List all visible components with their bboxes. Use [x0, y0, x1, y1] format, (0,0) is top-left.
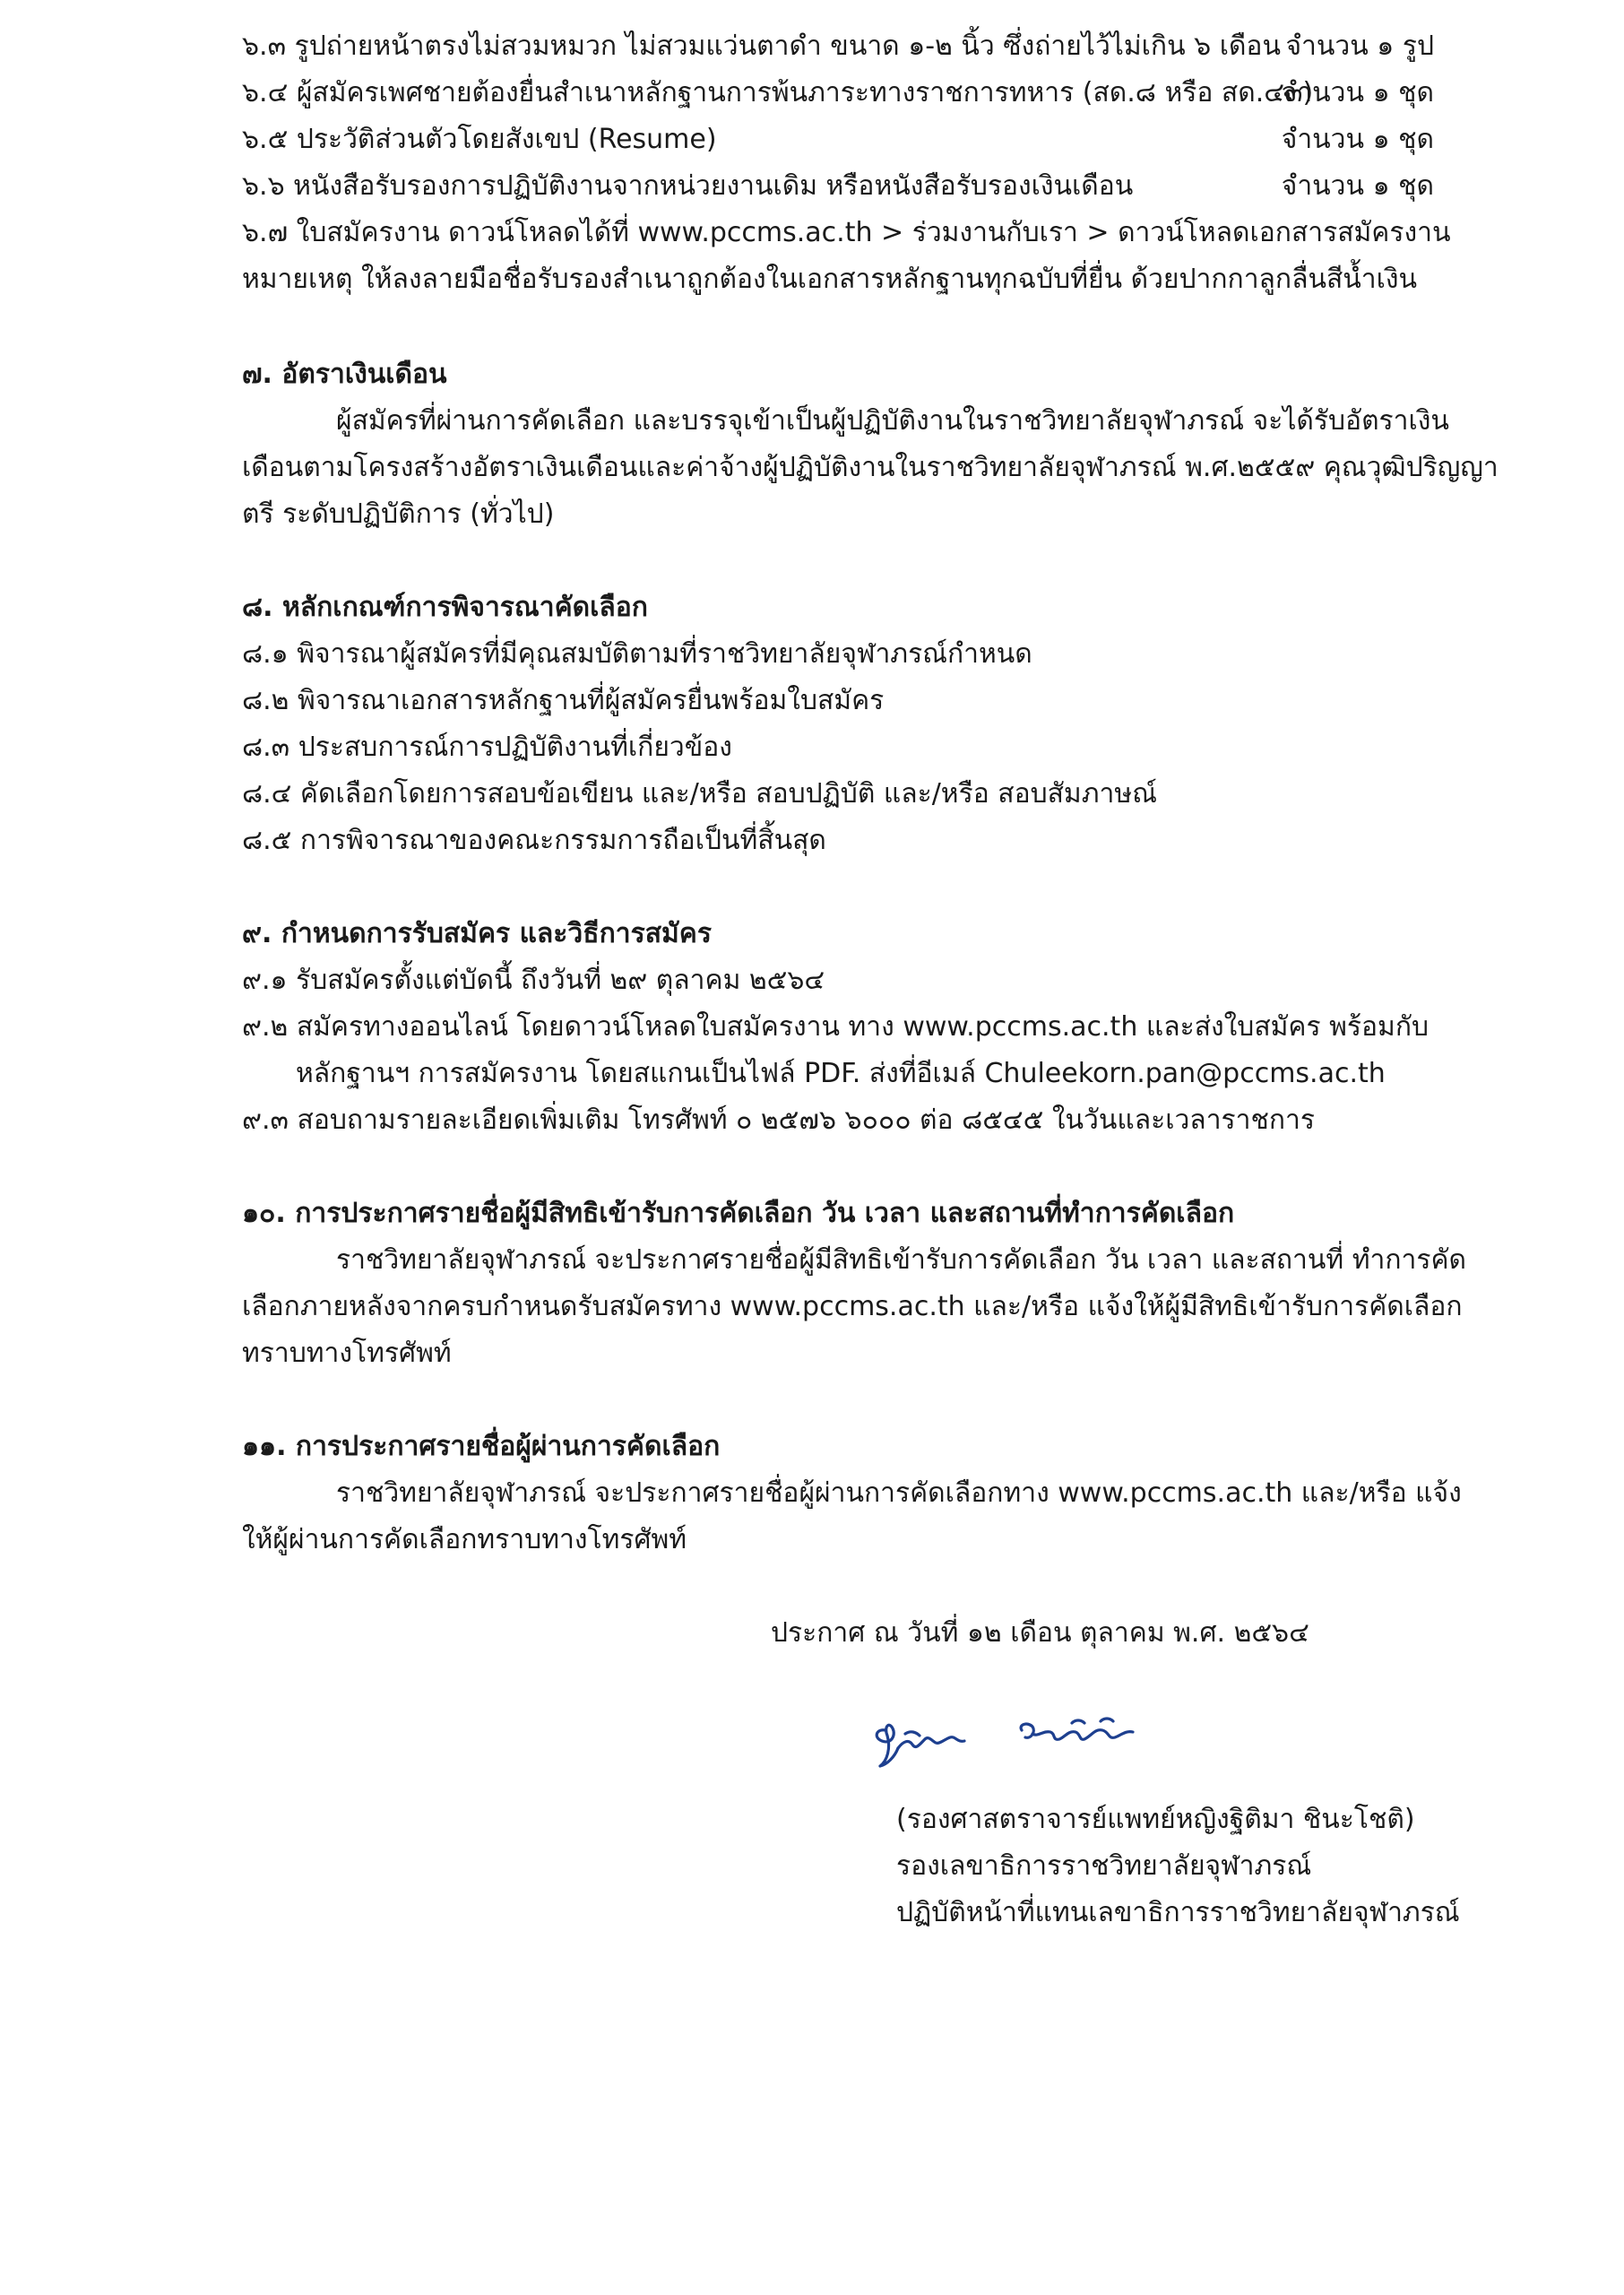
handwritten-signature	[860, 1694, 1165, 1775]
section7-heading: ๗. อัตราเงินเดือน	[242, 359, 447, 390]
section9-item-2-line-1: ๙.๒ สมัครทางออนไลน์ โดยดาวน์โหลดใบสมัครงาน ทาง www.pccms.ac.th และส่งใบสมัคร พร้อมกับ	[242, 1011, 1430, 1043]
signatory-title-2: ปฏิบัติหน้าที่แทนเลขาธิการราชวิทยาลัยจุฬาภรณ์	[896, 1897, 1460, 1928]
section8-item-1: ๘.๑ พิจารณาผู้สมัครที่มีคุณสมบัติตามที่ราชวิทยาลัยจุฬาภรณ์กำหนด	[242, 638, 1032, 670]
announcement-date: ประกาศ ณ วันที่ ๑๒ เดือน ตุลาคม พ.ศ. ๒๕๖๔	[771, 1617, 1309, 1649]
signatory-title-1: รองเลขาธิการราชวิทยาลัยจุฬาภรณ์	[896, 1850, 1312, 1882]
section6-item-6-text: ๖.๖ หนังสือรับรองการปฏิบัติงานจากหน่วยงานเดิม หรือหนังสือรับรองเงินเดือน	[242, 170, 1134, 202]
section7-line-2: เดือนตามโครงสร้างอัตราเงินเดือนและค่าจ้างผู้ปฏิบัติงานในราชวิทยาลัยจุฬาภรณ์ พ.ศ.๒๕๕๙ คุณวุฒิปริญญา	[242, 452, 1499, 483]
section9-item-3: ๙.๓ สอบถามรายละเอียดเพิ่มเติม โทรศัพท์ ๐ ๒๕๗๖ ๖๐๐๐ ต่อ ๘๕๔๕ ในวันและเวลาราชการ	[242, 1104, 1315, 1136]
signatory-name: (รองศาสตราจารย์แพทย์หญิงฐิติมา ชินะโชติ)	[896, 1804, 1415, 1835]
section6-item-3-qty: จำนวน ๑ รูป	[1285, 30, 1434, 62]
section6-item-6-qty: จำนวน ๑ ชุด	[1281, 170, 1434, 202]
section9-heading: ๙. กำหนดการรับสมัคร และวิธีการสมัคร	[242, 918, 712, 949]
section6-item-5-text: ๖.๕ ประวัติส่วนตัวโดยสังเขป (Resume)	[242, 124, 717, 155]
section10-heading: ๑๐. การประกาศรายชื่อผู้มีสิทธิเข้ารับการคัดเลือก วัน เวลา และสถานที่ทำการคัดเลือก	[242, 1198, 1235, 1229]
section9-item-1: ๙.๑ รับสมัครตั้งแต่บัดนี้ ถึงวันที่ ๒๙ ตุลาคม ๒๕๖๔	[242, 965, 825, 996]
section7-line-1: ผู้สมัครที่ผ่านการคัดเลือก และบรรจุเข้าเป็นผู้ปฏิบัติงานในราชวิทยาลัยจุฬาภรณ์ จะได้รับอัตราเงิน	[336, 405, 1449, 437]
section8-item-3: ๘.๓ ประสบการณ์การปฏิบัติงานที่เกี่ยวข้อง	[242, 732, 732, 763]
section8-item-4: ๘.๔ คัดเลือกโดยการสอบข้อเขียน และ/หรือ สอบปฏิบัติ และ/หรือ สอบสัมภาษณ์	[242, 778, 1157, 810]
section11-heading: ๑๑. การประกาศรายชื่อผู้ผ่านการคัดเลือก	[242, 1431, 721, 1462]
section10-line-2: เลือกภายหลังจากครบกำหนดรับสมัครทาง www.pccms.ac.th และ/หรือ แจ้งให้ผู้มีสิทธิเข้ารับการคัดเลือก	[242, 1291, 1463, 1322]
section6-item-4-qty: จำนวน ๑ ชุด	[1281, 77, 1434, 108]
section8-item-5: ๘.๕ การพิจารณาของคณะกรรมการถือเป็นที่สิ้นสุด	[242, 825, 826, 856]
section11-line-2: ให้ผู้ผ่านการคัดเลือกทราบทางโทรศัพท์	[242, 1524, 687, 1555]
section11-line-1: ราชวิทยาลัยจุฬาภรณ์ จะประกาศรายชื่อผู้ผ่านการคัดเลือกทาง www.pccms.ac.th และ/หรือ แจ้ง	[336, 1477, 1462, 1509]
section6-item-3-text: ๖.๓ รูปถ่ายหน้าตรงไม่สวมหมวก ไม่สวมแว่นตาดำ ขนาด ๑-๒ นิ้ว ซึ่งถ่ายไว้ไม่เกิน ๖ เดือน	[242, 30, 1281, 62]
section9-item-2-line-2: หลักฐานฯ การสมัครงาน โดยสแกนเป็นไฟล์ PDF. ส่งที่อีเมล์ Chuleekorn.pan@pccms.ac.th	[296, 1058, 1386, 1089]
section6-item-4-text: ๖.๔ ผู้สมัครเพศชายต้องยื่นสำเนาหลักฐานการพ้นภาระทางราชการทหาร (สด.๘ หรือ สด.๔๓)	[242, 77, 1314, 108]
section7-line-3: ตรี ระดับปฏิบัติการ (ทั่วไป)	[242, 498, 555, 530]
section10-line-3: ทราบทางโทรศัพท์	[242, 1338, 452, 1369]
section10-line-1: ราชวิทยาลัยจุฬาภรณ์ จะประกาศรายชื่อผู้มีสิทธิเข้ารับการคัดเลือก วัน เวลา และสถานที่ ทำการคัด	[336, 1244, 1467, 1276]
section6-note: หมายเหตุ ให้ลงลายมือชื่อรับรองสำเนาถูกต้องในเอกสารหลักฐานทุกฉบับที่ยื่น ด้วยปากกาลูกลื่นสีน้ำเงิน	[242, 264, 1418, 295]
section6-item-5-qty: จำนวน ๑ ชุด	[1281, 124, 1434, 155]
section8-item-2: ๘.๒ พิจารณาเอกสารหลักฐานที่ผู้สมัครยื่นพร้อมใบสมัคร	[242, 685, 885, 716]
section8-heading: ๘. หลักเกณฑ์การพิจารณาคัดเลือก	[242, 592, 648, 623]
section6-item-7: ๖.๗ ใบสมัครงาน ดาวน์โหลดได้ที่ www.pccms.ac.th > ร่วมงานกับเรา > ดาวน์โหลดเอกสารสมัครงาน	[242, 217, 1451, 248]
